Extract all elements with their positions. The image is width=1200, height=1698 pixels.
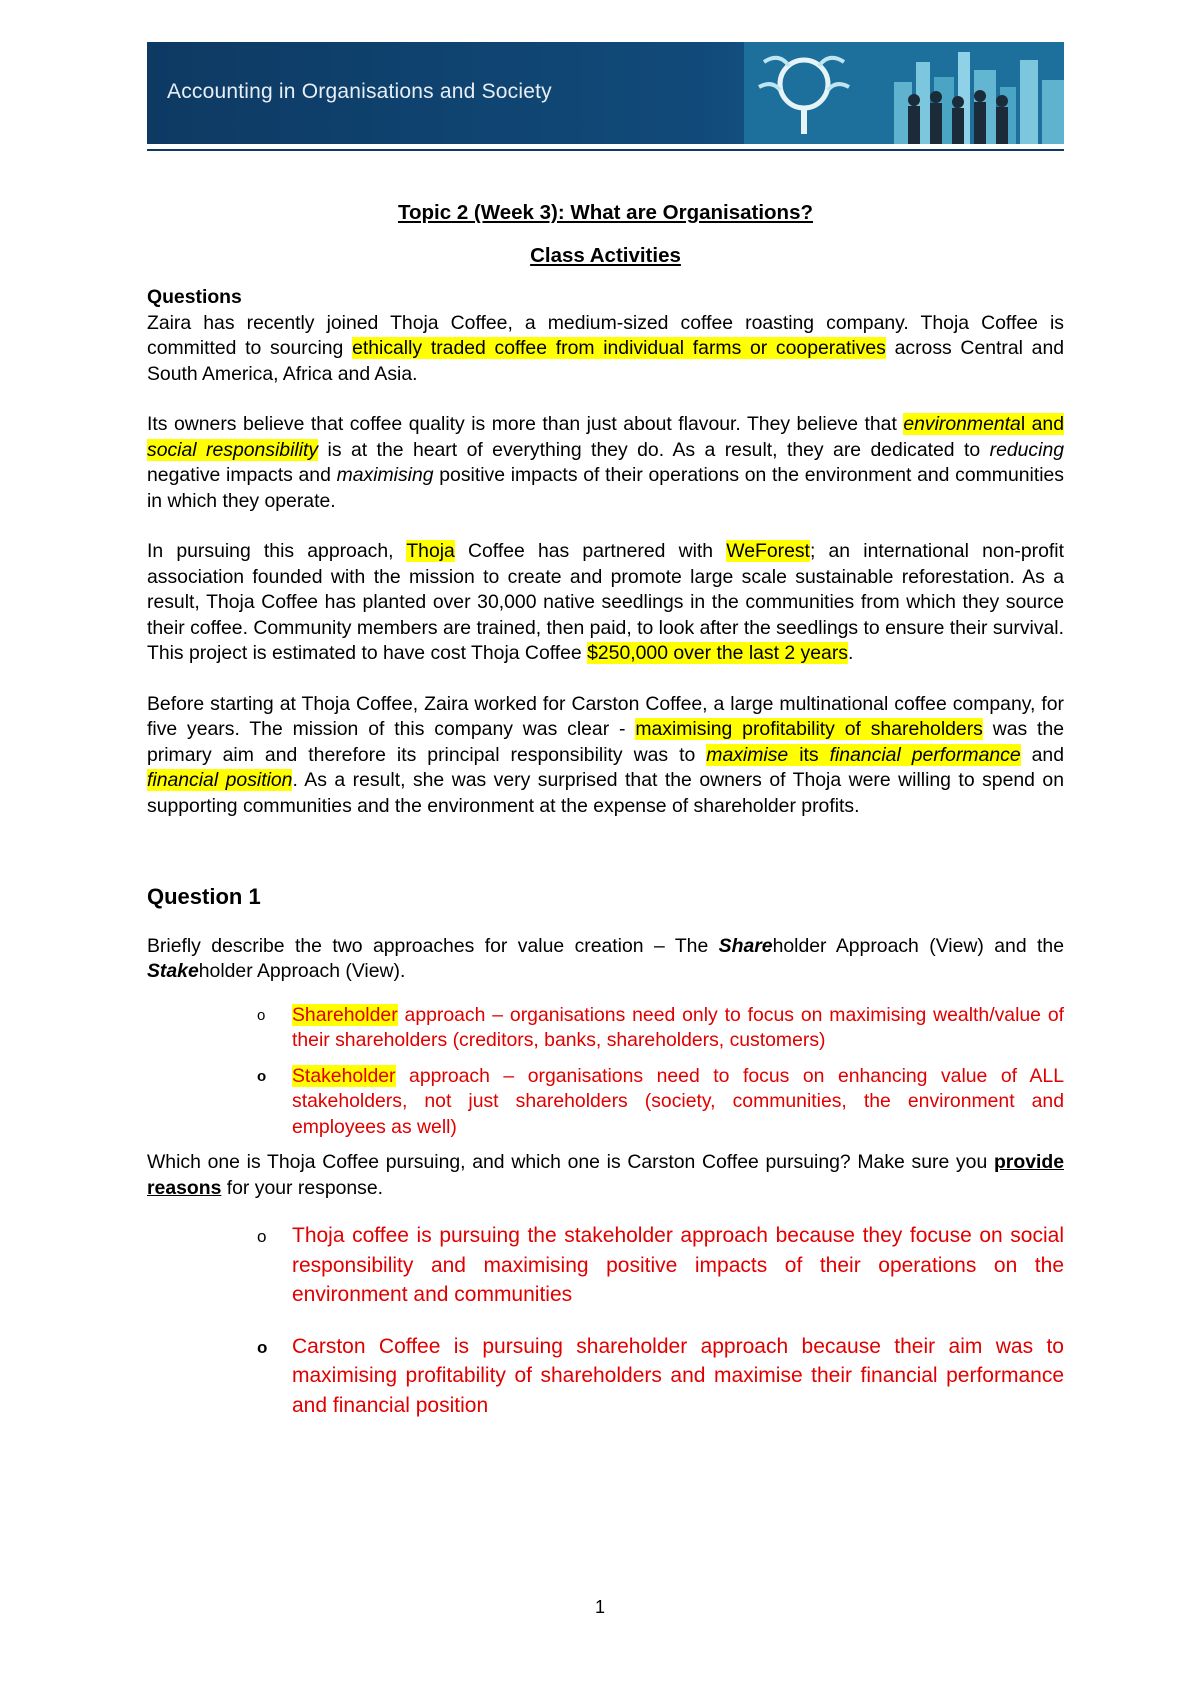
- text-run: ; an international non-profit association founded with the mission to create and promote large scale sustainable reforestation. As a result, Thoja Coffee has planted over 30,000 native seedlings in the communities from which they source their coffee. Community members are trained, then paid, to look after the seedlings to ensure their survival. This project is estimated to have cost Thoja Coffee: [147, 540, 1064, 664]
- highlight-text: its: [788, 743, 830, 766]
- highlight-text: l and: [1020, 413, 1064, 435]
- questions-label: Questions: [147, 286, 242, 308]
- highlight-text: $250,000 over the last 2 years: [587, 642, 848, 664]
- highlight-text: social responsibility: [147, 438, 319, 461]
- text-run: Zaira has recently joined Thoja Coffee, a medium-sized coffee roasting company. Thoja Coffee is committed to sourcing: [147, 311, 1064, 359]
- bold-underline-text: provide reasons: [147, 1151, 1064, 1199]
- answer-text: Carston Coffee is pursuing shareholder approach because their aim was to maximising profitability of shareholders and maximise their financial performance and financial position: [292, 1334, 1064, 1417]
- bullet-open-icon: o: [257, 1227, 267, 1246]
- highlight-text: maximising profitability of shareholders: [635, 718, 983, 740]
- page-number: 1: [594, 1597, 605, 1617]
- text-run: holder Approach (View).: [198, 960, 406, 982]
- highlight-text: ethically traded coffee from individual farms or cooperatives: [352, 337, 886, 359]
- highlight-text: environmenta: [903, 413, 1021, 435]
- text-run: negative impacts and: [147, 464, 337, 486]
- text-run: .: [847, 642, 854, 664]
- list-item: [147, 1003, 1064, 1054]
- header-banner: [147, 42, 1064, 144]
- paragraph-intro: [147, 285, 1064, 387]
- highlight-text: Stakeholder: [292, 1064, 396, 1087]
- highlight-text: WeForest: [726, 540, 810, 562]
- text-run: Coffee has partnered with: [454, 540, 727, 562]
- text-run: approach – organisations need only to focus on maximising wealth/value of their shareholders (creditors, banks, shareholders, customers): [292, 1003, 1064, 1051]
- text-run: Briefly describe the two approaches for value creation – The: [147, 934, 719, 957]
- document-body: [147, 200, 1064, 1442]
- paragraph-carston: [147, 692, 1064, 820]
- header-divider: [147, 149, 1064, 151]
- text-run: Its owners believe that coffee quality is more than just about flavour. They believe that: [147, 413, 904, 435]
- text-run: for your response.: [221, 1176, 384, 1199]
- paragraph-partnership: [147, 539, 1064, 667]
- text-run: approach – organisations need to focus on enhancing value of ALL stakeholders, not just shareholders (society, communities, the environment and employees as well): [292, 1064, 1064, 1138]
- paragraph-owners: [147, 412, 1064, 514]
- italic-text: reducing: [989, 438, 1065, 461]
- bullet-bold-icon: o: [257, 1067, 267, 1085]
- highlight-text: financial performance: [829, 743, 1021, 766]
- question-1-intro: [147, 934, 1064, 985]
- bold-italic-text: Share: [718, 934, 773, 957]
- text-run: In pursuing this approach,: [147, 540, 407, 562]
- text-run: across Central and South America, Africa and Asia.: [147, 337, 1065, 385]
- text-run: Which one is Thoja Coffee pursuing, and which one is Carston Coffee pursuing? Make sure you: [147, 1151, 994, 1173]
- text-run: and: [1020, 743, 1064, 766]
- list-item: [147, 1064, 1064, 1141]
- italic-text: maximising: [336, 464, 434, 486]
- highlight-text: Thoja: [406, 540, 455, 562]
- answer-text: Thoja coffee is pursuing the stakeholder approach because they focuse on social responsibility and maximising positive impacts of their operations on the environment and communities: [292, 1224, 1064, 1306]
- question-1-prompt: [147, 1150, 1064, 1201]
- highlight-text: maximise: [706, 743, 789, 766]
- bullet-bold-icon: o: [257, 1337, 268, 1357]
- text-run: Before starting at Thoja Coffee, Zaira worked for Carston Coffee, a large multinational coffee company, for five years. The mission of this company was clear -: [147, 692, 1064, 740]
- text-run: was the primary aim and therefore its principal responsibility was to: [147, 718, 1065, 766]
- highlight-text: Shareholder: [292, 1003, 398, 1026]
- page-subtitle: Class Activities: [530, 243, 681, 267]
- list-item: [147, 1221, 1064, 1310]
- header-title: Accounting in Organisations and Society: [167, 80, 552, 103]
- bullet-open-icon: o: [257, 1006, 266, 1024]
- text-run: is at the heart of everything they do. As a result, they are dedicated to: [318, 438, 990, 461]
- city-tree-illustration-icon: [744, 42, 1064, 144]
- highlight-text: financial position: [147, 769, 293, 791]
- text-run: holder Approach (View) and the: [772, 934, 1065, 957]
- list-item: [147, 1332, 1064, 1421]
- text-run: positive impacts of their operations on the environment and communities in which they operate.: [147, 464, 1064, 512]
- page-title: Topic 2 (Week 3): What are Organisations?: [397, 201, 813, 224]
- bold-italic-text: Stake: [147, 960, 199, 982]
- text-run: . As a result, she was very surprised that the owners of Thoja were willing to spend on supporting communities and the environment at the expense of shareholder profits.: [147, 769, 1064, 817]
- question-1-heading: Question 1: [147, 884, 261, 909]
- answer-bullet-list: [147, 1221, 1064, 1420]
- approach-bullet-list: [147, 1003, 1064, 1141]
